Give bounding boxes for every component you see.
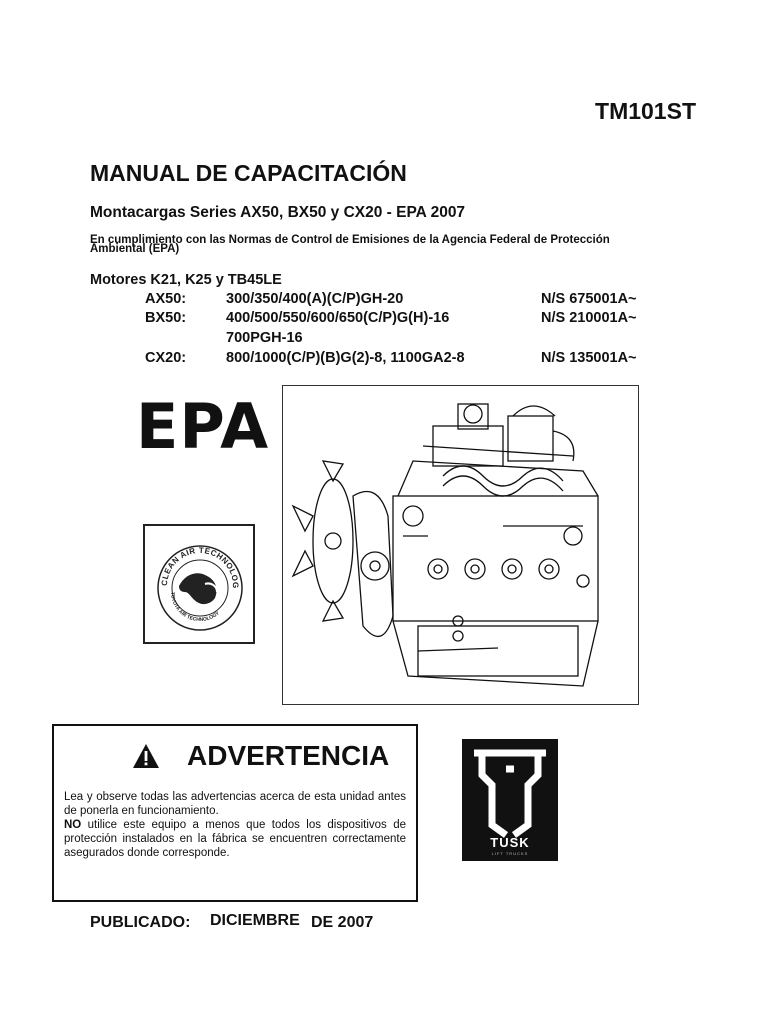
badge-text-top: CLEAN AIR TECHNOLOG [159, 545, 241, 589]
epa-logo: EPA [136, 390, 270, 463]
warning-line-1: Lea y observe todas las advertencias acerca de esta unidad antes de ponerla en funcionamiento. [64, 791, 406, 817]
tusk-brand-subtitle: LIFT TRUCKS [491, 851, 529, 856]
model-list: 400/500/550/600/650(C/P)G(H)-16 [226, 310, 450, 326]
page-title: MANUAL DE CAPACITACIÓN [90, 160, 407, 186]
engine-illustration [282, 385, 639, 705]
warning-line-2-text: utilice este equipo a menos que todos los dispositivos de protección instalados en la fábrica se encuentren correctamente asegurados donde corresponde. [64, 819, 406, 859]
model-list: 700PGH-16 [226, 330, 303, 346]
clean-air-badge-graphic [145, 526, 253, 642]
badge-text-bottom: TOYOTA AIR TECHNOLOGY [168, 591, 221, 624]
model-series: BX50: [145, 310, 187, 326]
published-label: PUBLICADO: [90, 914, 191, 931]
published-month: DICIEMBRE [210, 912, 300, 929]
model-row [0, 330, 768, 350]
engines-label: Motores K21, K25 y TB45LE [90, 272, 282, 288]
compliance-text-line-1: En cumplimiento con las Normas de Control de Emisiones de la Agencia Federal de Protección [90, 234, 610, 246]
warning-no-word: NO [64, 819, 82, 831]
published-year: DE 2007 [311, 914, 374, 931]
engine-drawing [283, 386, 638, 704]
compliance-text-line-2: Ambiental (EPA) [90, 243, 180, 255]
model-row [0, 350, 768, 370]
model-serial: N/S 210001A~ [541, 310, 637, 326]
warning-text [64, 790, 406, 860]
document-code: TM101ST [595, 98, 696, 124]
clean-air-technology-badge [143, 524, 255, 644]
tusk-brand-name: TUSK [490, 835, 530, 850]
warning-triangle-icon [131, 742, 161, 770]
model-serial: N/S 675001A~ [541, 291, 637, 307]
model-serial: N/S 135001A~ [541, 350, 637, 366]
model-row [0, 310, 768, 330]
warning-line-2 [64, 818, 406, 860]
warning-title: ADVERTENCIA [187, 740, 390, 771]
model-list: 300/350/400(A)(C/P)GH-20 [226, 291, 404, 307]
model-list: 800/1000(C/P)(B)G(2)-8, 1100GA2-8 [226, 350, 465, 366]
page-subtitle: Montacargas Series AX50, BX50 y CX20 - EPA 2007 [90, 204, 466, 221]
model-row [0, 291, 768, 311]
model-series: CX20: [145, 350, 187, 366]
model-series: AX50: [145, 291, 187, 307]
